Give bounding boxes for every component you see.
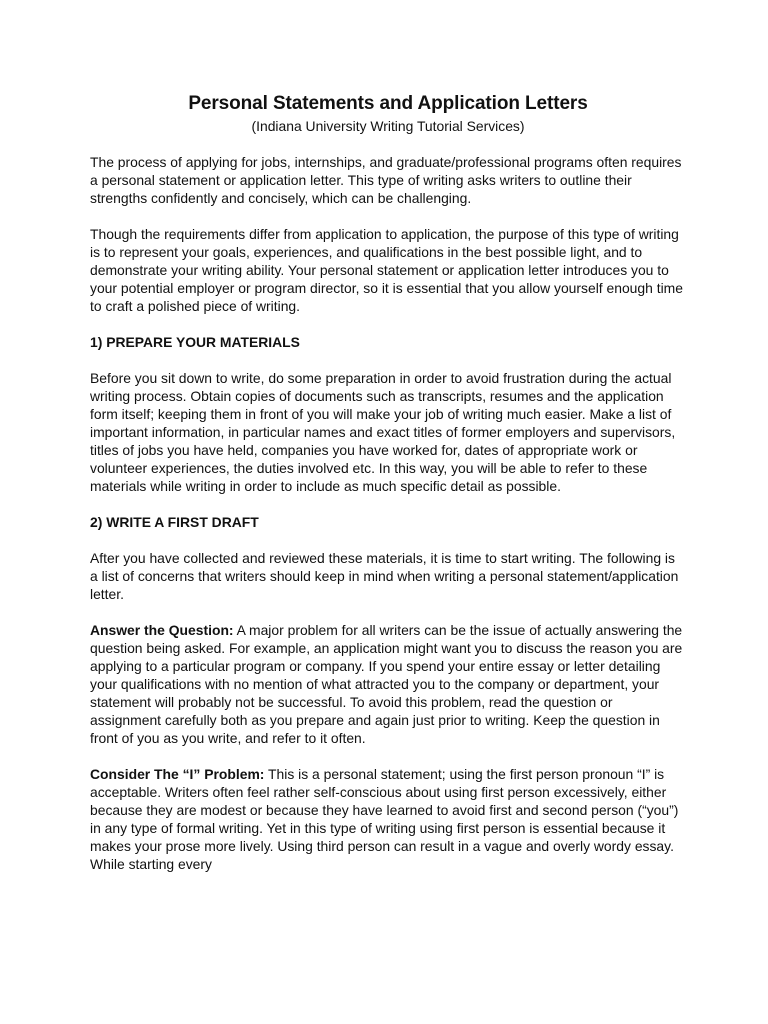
intro-paragraph-1: The process of applying for jobs, internships, and graduate/professional programs often requires a personal statement or application letter. This type of writing asks writers to outline their strengths confidently and concisely, which can be challenging.	[90, 154, 682, 206]
i-problem-paragraph	[90, 765, 686, 873]
intro-paragraph-2: Though the requirements differ from application to application, the purpose of this type of writing is to represent your goals, experiences, and qualifications in the best possible light, and to demonstrate your writing ability. Your personal statement or application letter introduces you to your potential employer or program director, so it is essential that you allow yourself enough time to craft a polished piece of writing.	[90, 226, 683, 314]
document-subtitle: (Indiana University Writing Tutorial Services)	[251, 118, 525, 134]
section-heading-first-draft: 2) WRITE A FIRST DRAFT	[90, 514, 259, 530]
document-title: Personal Statements and Application Letters	[188, 93, 588, 114]
answer-the-question-text: A major problem for all writers can be the issue of actually answering the question being asked. For example, an application might want you to discuss the reason you are applying to a particular program or company. If you spend your entire essay or letter detailing your qualifications with no mention of what attracted you to the company or department, your statement will probably not be successful. To avoid this problem, read the question or assignment carefully both as you prepare and again just prior to writing. Keep the question in front of you as you write, and refer to it often.	[90, 622, 683, 746]
i-problem-text: This is a personal statement; using the first person pronoun “I” is acceptable. Writers often feel rather self-conscious about using first person excessively, either because they are modest or because they have learned to avoid first and second person (“you”) in any type of formal writing. Yet in this type of writing using first person is essential because it makes your prose more lively. Using third person can result in a vague and overly wordy essay. While starting every	[90, 766, 679, 872]
answer-the-question-lead: Answer the Question:	[90, 622, 234, 638]
i-problem-lead: Consider The “I” Problem:	[90, 766, 265, 782]
section-1-paragraph: Before you sit down to write, do some preparation in order to avoid frustration during the actual writing process. Obtain copies of documents such as transcripts, resumes and the application form itself; keeping them in front of you will make your job of writing much easier. Make a list of important information, in particular names and exact titles of former employers and supervisors, titles of jobs you have held, companies you have worked for, dates of appropriate work or volunteer experiences, the duties involved etc. In this way, you will be able to refer to these materials while writing in order to include as much specific detail as possible.	[90, 370, 676, 494]
section-2-paragraph: After you have collected and reviewed these materials, it is time to start writing. The following is a list of concerns that writers should keep in mind when writing a personal statement/application letter.	[90, 550, 679, 602]
document-page	[90, 92, 686, 891]
section-heading-prepare-materials: 1) PREPARE YOUR MATERIALS	[90, 334, 300, 350]
answer-the-question-paragraph	[90, 621, 686, 747]
